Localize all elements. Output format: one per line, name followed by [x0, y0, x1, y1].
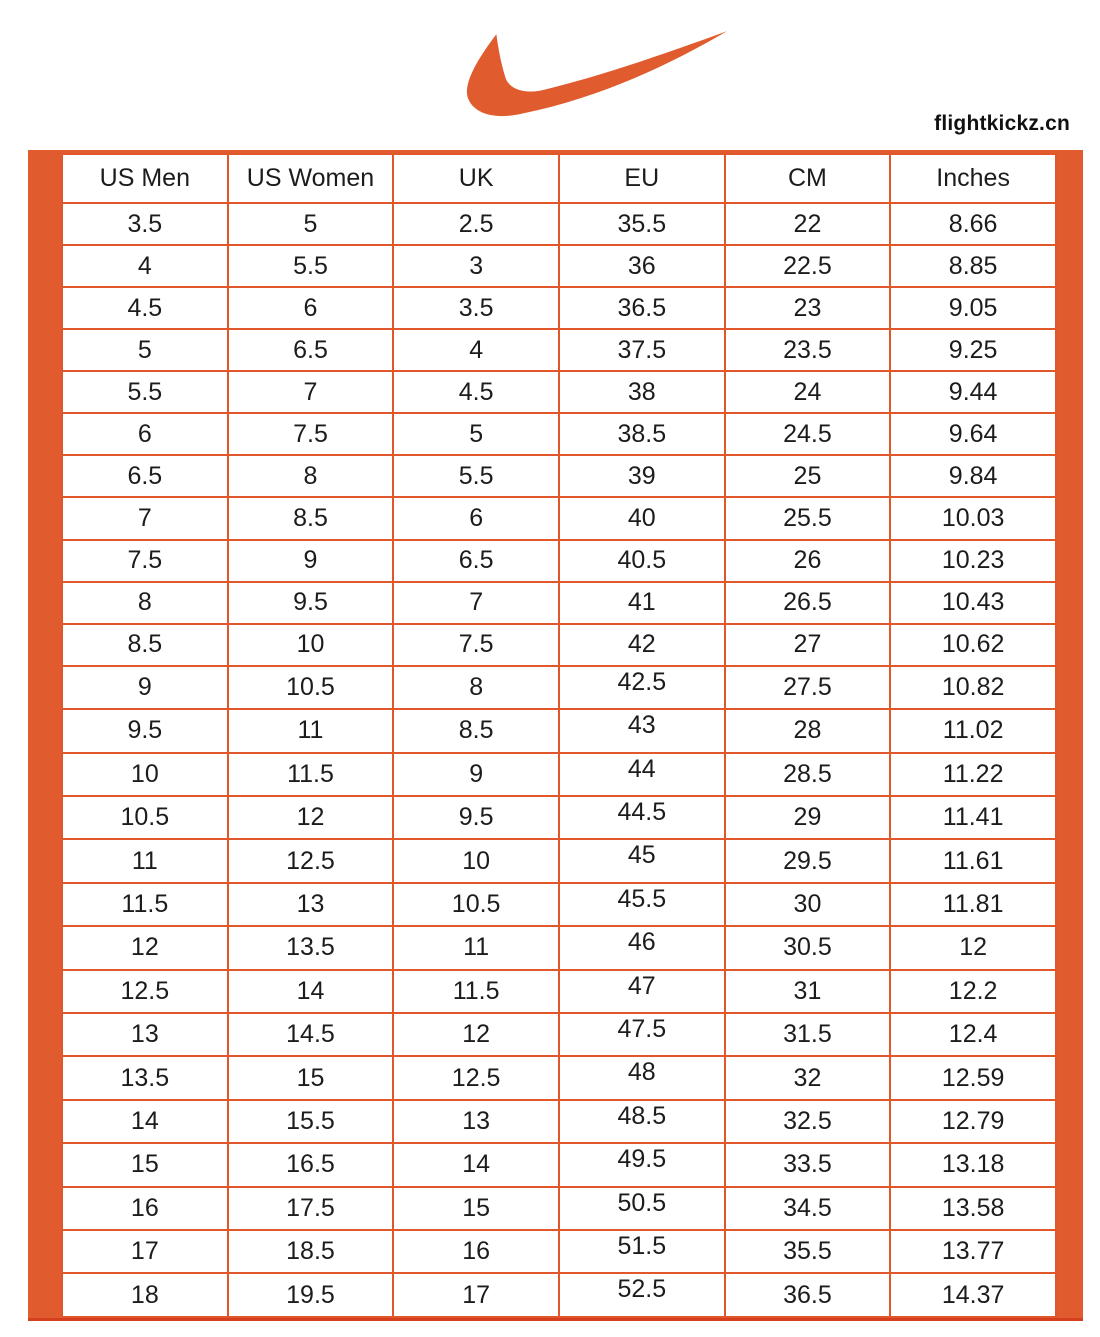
- size-cell: 52.5: [559, 1273, 725, 1317]
- size-cell: 13.77: [890, 1230, 1056, 1273]
- size-cell: 9.84: [890, 455, 1056, 497]
- size-cell: 42.5: [559, 666, 725, 709]
- size-cell: 13.5: [62, 1056, 228, 1099]
- size-cell: 38.5: [559, 413, 725, 455]
- table-row: [62, 666, 1056, 709]
- size-cell: 32.5: [725, 1100, 891, 1143]
- size-cell: 11.41: [890, 796, 1056, 839]
- size-cell: 15: [62, 1143, 228, 1186]
- size-cell: 11.61: [890, 839, 1056, 882]
- size-cell: 11.5: [393, 970, 559, 1013]
- size-cell: 12: [890, 926, 1056, 969]
- size-cell: 8.5: [228, 497, 394, 539]
- size-cell: 47.5: [559, 1013, 725, 1056]
- size-cell: 15: [228, 1056, 394, 1099]
- size-cell: 10: [393, 839, 559, 882]
- size-cell: 14.5: [228, 1013, 394, 1056]
- size-cell: 13: [62, 1013, 228, 1056]
- size-cell: 45.5: [559, 883, 725, 926]
- nike-swoosh-icon: [449, 27, 727, 124]
- table-row: [62, 371, 1056, 413]
- size-cell: 10.03: [890, 497, 1056, 539]
- size-cell: 12.4: [890, 1013, 1056, 1056]
- table-row: [62, 287, 1056, 329]
- table-row: [62, 970, 1056, 1013]
- table-row: [62, 329, 1056, 371]
- size-cell: 30.5: [725, 926, 891, 969]
- size-cell: 3: [393, 245, 559, 287]
- size-cell: 22.5: [725, 245, 891, 287]
- size-cell: 11: [393, 926, 559, 969]
- size-cell: 6.5: [62, 455, 228, 497]
- size-cell: 38: [559, 371, 725, 413]
- size-cell: 8.66: [890, 203, 1056, 245]
- size-cell: 8: [393, 666, 559, 709]
- size-cell: 39: [559, 455, 725, 497]
- table-row: [62, 709, 1056, 752]
- column-header-us-women: US Women: [228, 154, 394, 203]
- size-cell: 17.5: [228, 1187, 394, 1230]
- size-cell: 10.23: [890, 540, 1056, 582]
- size-cell: 9.05: [890, 287, 1056, 329]
- column-header-inches: Inches: [890, 154, 1056, 203]
- size-cell: 9.44: [890, 371, 1056, 413]
- table-row: [62, 1187, 1056, 1230]
- size-cell: 14: [62, 1100, 228, 1143]
- size-cell: 12.5: [228, 839, 394, 882]
- size-cell: 14.37: [890, 1273, 1056, 1317]
- size-cell: 30: [725, 883, 891, 926]
- size-cell: 36.5: [559, 287, 725, 329]
- size-cell: 13: [393, 1100, 559, 1143]
- size-cell: 18: [62, 1273, 228, 1317]
- size-cell: 16: [62, 1187, 228, 1230]
- size-cell: 7: [62, 497, 228, 539]
- size-cell: 31.5: [725, 1013, 891, 1056]
- size-cell: 23.5: [725, 329, 891, 371]
- table-row: [62, 753, 1056, 796]
- table-row: [62, 1100, 1056, 1143]
- size-cell: 13.58: [890, 1187, 1056, 1230]
- size-cell: 7: [393, 582, 559, 624]
- table-row: [62, 1273, 1056, 1317]
- size-cell: 13: [228, 883, 394, 926]
- size-cell: 17: [393, 1273, 559, 1317]
- table-row: [62, 245, 1056, 287]
- size-cell: 11: [62, 839, 228, 882]
- size-cell: 9.64: [890, 413, 1056, 455]
- size-cell: 12: [228, 796, 394, 839]
- column-header-eu: EU: [559, 154, 725, 203]
- size-conversion-chart: [28, 150, 1083, 1321]
- size-cell: 42: [559, 624, 725, 666]
- size-cell: 27: [725, 624, 891, 666]
- size-cell: 46: [559, 926, 725, 969]
- size-cell: 48.5: [559, 1100, 725, 1143]
- size-cell: 50.5: [559, 1187, 725, 1230]
- size-cell: 36.5: [725, 1273, 891, 1317]
- size-cell: 10.82: [890, 666, 1056, 709]
- size-cell: 4: [393, 329, 559, 371]
- size-cell: 33.5: [725, 1143, 891, 1186]
- size-cell: 10.5: [62, 796, 228, 839]
- size-cell: 11.22: [890, 753, 1056, 796]
- size-cell: 35.5: [559, 203, 725, 245]
- size-cell: 5.5: [228, 245, 394, 287]
- size-cell: 45: [559, 839, 725, 882]
- size-cell: 37.5: [559, 329, 725, 371]
- header-row: [62, 154, 1056, 203]
- table-row: [62, 796, 1056, 839]
- size-cell: 25: [725, 455, 891, 497]
- size-cell: 7.5: [62, 540, 228, 582]
- size-cell: 18.5: [228, 1230, 394, 1273]
- size-conversion-table: [61, 153, 1057, 1318]
- table-body: [62, 203, 1056, 1317]
- size-cell: 6.5: [393, 540, 559, 582]
- size-cell: 44.5: [559, 796, 725, 839]
- size-cell: 7: [228, 371, 394, 413]
- size-cell: 9: [228, 540, 394, 582]
- size-cell: 2.5: [393, 203, 559, 245]
- table-row: [62, 582, 1056, 624]
- size-cell: 15: [393, 1187, 559, 1230]
- size-cell: 6: [228, 287, 394, 329]
- size-cell: 5: [228, 203, 394, 245]
- size-cell: 13.18: [890, 1143, 1056, 1186]
- size-cell: 9: [62, 666, 228, 709]
- size-cell: 29: [725, 796, 891, 839]
- table-row: [62, 413, 1056, 455]
- size-cell: 3.5: [62, 203, 228, 245]
- size-cell: 27.5: [725, 666, 891, 709]
- watermark-text: flightkickz.cn: [934, 112, 1070, 135]
- size-cell: 14: [393, 1143, 559, 1186]
- size-cell: 10.5: [228, 666, 394, 709]
- size-cell: 4: [62, 245, 228, 287]
- size-cell: 23: [725, 287, 891, 329]
- size-cell: 12: [393, 1013, 559, 1056]
- size-cell: 51.5: [559, 1230, 725, 1273]
- size-cell: 10: [228, 624, 394, 666]
- size-cell: 49.5: [559, 1143, 725, 1186]
- size-cell: 7.5: [393, 624, 559, 666]
- size-cell: 25.5: [725, 497, 891, 539]
- size-cell: 32: [725, 1056, 891, 1099]
- size-cell: 14: [228, 970, 394, 1013]
- table-row: [62, 1056, 1056, 1099]
- size-cell: 19.5: [228, 1273, 394, 1317]
- size-cell: 9: [393, 753, 559, 796]
- left-accent-bar: [28, 153, 61, 1318]
- size-cell: 8: [228, 455, 394, 497]
- size-cell: 11.5: [228, 753, 394, 796]
- size-cell: 13.5: [228, 926, 394, 969]
- size-cell: 31: [725, 970, 891, 1013]
- table-header: [62, 154, 1056, 203]
- column-header-us-men: US Men: [62, 154, 228, 203]
- size-cell: 4.5: [393, 371, 559, 413]
- size-cell: 11: [228, 709, 394, 752]
- table-row: [62, 1013, 1056, 1056]
- size-cell: 9.25: [890, 329, 1056, 371]
- size-cell: 6.5: [228, 329, 394, 371]
- size-cell: 9.5: [228, 582, 394, 624]
- size-cell: 34.5: [725, 1187, 891, 1230]
- right-accent-bar: [1057, 153, 1083, 1318]
- size-cell: 12.79: [890, 1100, 1056, 1143]
- size-cell: 10: [62, 753, 228, 796]
- table-row: [62, 926, 1056, 969]
- size-cell: 11.5: [62, 883, 228, 926]
- size-cell: 43: [559, 709, 725, 752]
- size-cell: 15.5: [228, 1100, 394, 1143]
- size-cell: 11.02: [890, 709, 1056, 752]
- size-cell: 10.5: [393, 883, 559, 926]
- table-row: [62, 839, 1056, 882]
- size-cell: 4.5: [62, 287, 228, 329]
- table-row: [62, 624, 1056, 666]
- size-cell: 12.59: [890, 1056, 1056, 1099]
- size-cell: 7.5: [228, 413, 394, 455]
- size-cell: 9.5: [62, 709, 228, 752]
- size-cell: 24: [725, 371, 891, 413]
- size-cell: 40.5: [559, 540, 725, 582]
- size-cell: 12.2: [890, 970, 1056, 1013]
- size-cell: 24.5: [725, 413, 891, 455]
- size-cell: 22: [725, 203, 891, 245]
- size-cell: 5.5: [62, 371, 228, 413]
- column-header-cm: CM: [725, 154, 891, 203]
- table-row: [62, 540, 1056, 582]
- size-cell: 48: [559, 1056, 725, 1099]
- size-cell: 41: [559, 582, 725, 624]
- size-cell: 10.62: [890, 624, 1056, 666]
- size-cell: 12: [62, 926, 228, 969]
- size-cell: 17: [62, 1230, 228, 1273]
- size-cell: 6: [62, 413, 228, 455]
- table-row: [62, 497, 1056, 539]
- size-cell: 44: [559, 753, 725, 796]
- size-cell: 16.5: [228, 1143, 394, 1186]
- size-cell: 36: [559, 245, 725, 287]
- size-cell: 5.5: [393, 455, 559, 497]
- size-cell: 26.5: [725, 582, 891, 624]
- size-cell: 11.81: [890, 883, 1056, 926]
- size-cell: 29.5: [725, 839, 891, 882]
- size-cell: 8.5: [393, 709, 559, 752]
- size-cell: 8.5: [62, 624, 228, 666]
- table-row: [62, 1143, 1056, 1186]
- table-row: [62, 1230, 1056, 1273]
- column-header-uk: UK: [393, 154, 559, 203]
- size-cell: 8: [62, 582, 228, 624]
- size-cell: 28: [725, 709, 891, 752]
- size-cell: 6: [393, 497, 559, 539]
- table-row: [62, 455, 1056, 497]
- size-cell: 40: [559, 497, 725, 539]
- size-cell: 26: [725, 540, 891, 582]
- size-cell: 10.43: [890, 582, 1056, 624]
- size-cell: 9.5: [393, 796, 559, 839]
- table-row: [62, 883, 1056, 926]
- size-cell: 5: [62, 329, 228, 371]
- size-cell: 8.85: [890, 245, 1056, 287]
- size-cell: 47: [559, 970, 725, 1013]
- size-cell: 5: [393, 413, 559, 455]
- size-cell: 35.5: [725, 1230, 891, 1273]
- size-cell: 28.5: [725, 753, 891, 796]
- size-cell: 12.5: [62, 970, 228, 1013]
- size-cell: 3.5: [393, 287, 559, 329]
- table-row: [62, 203, 1056, 245]
- size-cell: 12.5: [393, 1056, 559, 1099]
- size-cell: 16: [393, 1230, 559, 1273]
